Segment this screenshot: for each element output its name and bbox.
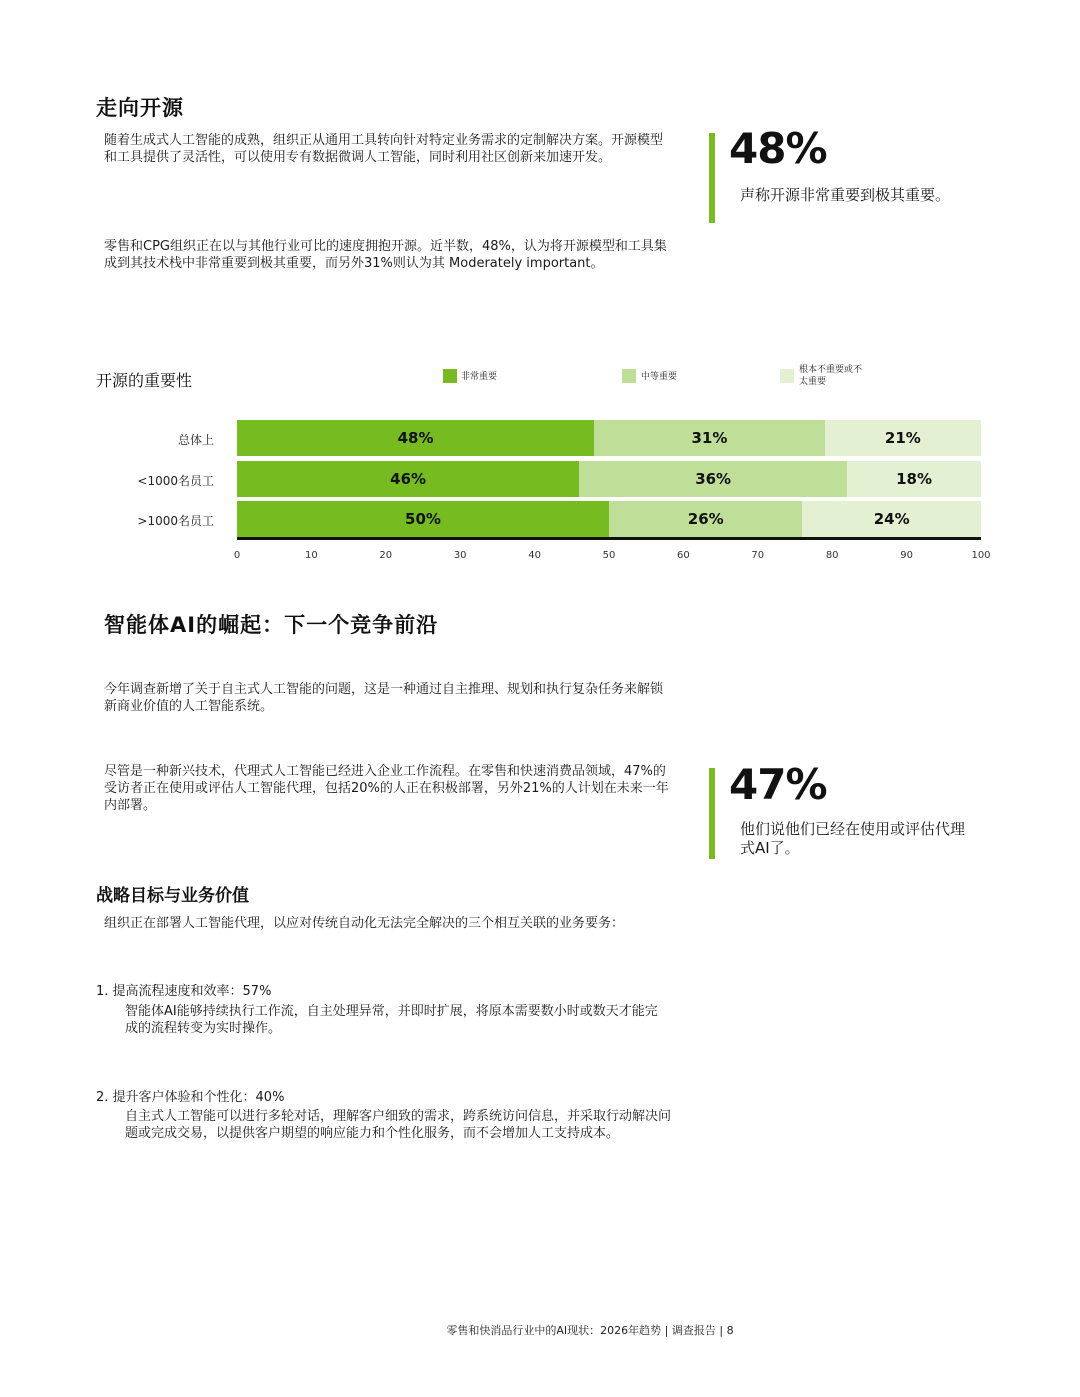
goal-1-heading: 1. 提高流程速度和效率：57% — [96, 984, 272, 999]
x-tick-label: 100 — [971, 550, 991, 561]
x-tick-label: 80 — [825, 550, 839, 561]
data-label: 50% — [405, 510, 441, 528]
page-footer: 零售和快消品行业中的AI现状：2026年趋势 | 调查报告 | 8 — [446, 1324, 734, 1337]
x-tick-label: 0 — [233, 550, 241, 561]
agentic-paragraph-1: 今年调查新增了关于自主式人工智能的问题，这是一种通过自主推理、规划和执行复杂任务来解锁新商业价值的人工智能系统。 — [104, 682, 664, 714]
goal-2-body: 自主式人工智能可以进行多轮对话，理解客户细致的需求，跨系统访问信息，并采取行动解决问题或完成交易，以提供客户期望的响应能力和个性化服务，而不会增加人工支持成本。 — [125, 1109, 672, 1141]
x-tick-label: 20 — [379, 550, 393, 561]
legend-label-not-important: 根本不重要或不太重要 — [799, 365, 863, 387]
x-tick-label: 40 — [528, 550, 541, 561]
agentic-paragraph-2: 尽管是一种新兴技术，代理式人工智能已经进入企业工作流程。在零售和快速消费品领域，47%的受访者正在使用或评估人工智能代理，包括20%的人正在积极部署，另外21%的人计划在未来一年内部署。 — [104, 764, 669, 813]
data-label: 48% — [397, 429, 434, 447]
x-axis-line — [237, 537, 981, 540]
section-title-agentic-ai: 智能体AI的崛起：下一个竞争前沿 — [104, 613, 439, 637]
data-label: 26% — [687, 510, 724, 528]
stacked-bar-chart — [0, 0, 1080, 600]
strategic-intro: 组织正在部署人工智能代理，以应对传统自动化无法完全解决的三个相互关联的业务要务： — [104, 916, 625, 931]
stat-caption-open-source: 声称开源非常重要到极其重要。 — [740, 186, 951, 204]
open-source-paragraph-2: 零售和CPG组织正在以与其他行业可比的速度拥抱开源。近半数，48%，认为将开源模型和工具集成到其技术栈中非常重要到极其重要，而另外31%则认为其 Moderately important。 — [104, 239, 667, 271]
legend-label-very-important: 非常重要 — [461, 372, 498, 382]
goal-1-body: 智能体AI能够持续执行工作流，自主处理异常，并即时扩展，将原本需要数小时或数天才能完成的流程转变为实时操作。 — [125, 1004, 658, 1036]
x-tick-label: 30 — [453, 550, 467, 561]
x-tick-label: 50 — [602, 550, 616, 561]
section-title-strategic-goals: 战略目标与业务价值 — [96, 886, 249, 906]
bar-segment — [802, 501, 981, 537]
x-tick-label: 70 — [751, 550, 765, 561]
chart-title: 开源的重要性 — [96, 371, 193, 390]
stat-value-open-source: 48% — [729, 124, 827, 173]
x-tick-label: 90 — [900, 550, 913, 561]
bar-segment — [847, 461, 981, 497]
data-label: 18% — [896, 470, 932, 488]
bar-segment — [237, 501, 609, 537]
data-label: 31% — [691, 429, 728, 447]
data-label: 46% — [390, 470, 427, 488]
stat-accent-bar — [709, 768, 715, 859]
bar-segment — [825, 420, 981, 456]
data-label: 21% — [884, 429, 921, 447]
row-label: >1000名员工 — [137, 514, 214, 528]
goal-2-heading: 2. 提升客户体验和个性化：40% — [96, 1090, 285, 1105]
bar-segment — [237, 420, 594, 456]
section-title-open-source: 走向开源 — [96, 96, 184, 120]
data-label: 24% — [873, 510, 910, 528]
bar-segment — [594, 420, 825, 456]
x-tick-label: 10 — [305, 550, 318, 561]
legend-label-moderately-important: 中等重要 — [641, 372, 678, 382]
bar-segment — [579, 461, 847, 497]
stat-value-agentic: 47% — [729, 760, 827, 809]
bar-segment — [609, 501, 802, 537]
x-tick-label: 60 — [677, 550, 690, 561]
row-label: 总体上 — [177, 433, 214, 447]
open-source-paragraph-1: 随着生成式人工智能的成熟，组织正从通用工具转向针对特定业务需求的定制解决方案。开源模型和工具提供了灵活性，可以使用专有数据微调人工智能，同时利用社区创新来加速开发。 — [104, 133, 664, 165]
bar-segment — [237, 461, 579, 497]
row-label: <1000名员工 — [137, 474, 214, 488]
data-label: 36% — [695, 470, 732, 488]
stat-caption-agentic: 他们说他们已经在使用或评估代理式AI了。 — [740, 820, 966, 857]
